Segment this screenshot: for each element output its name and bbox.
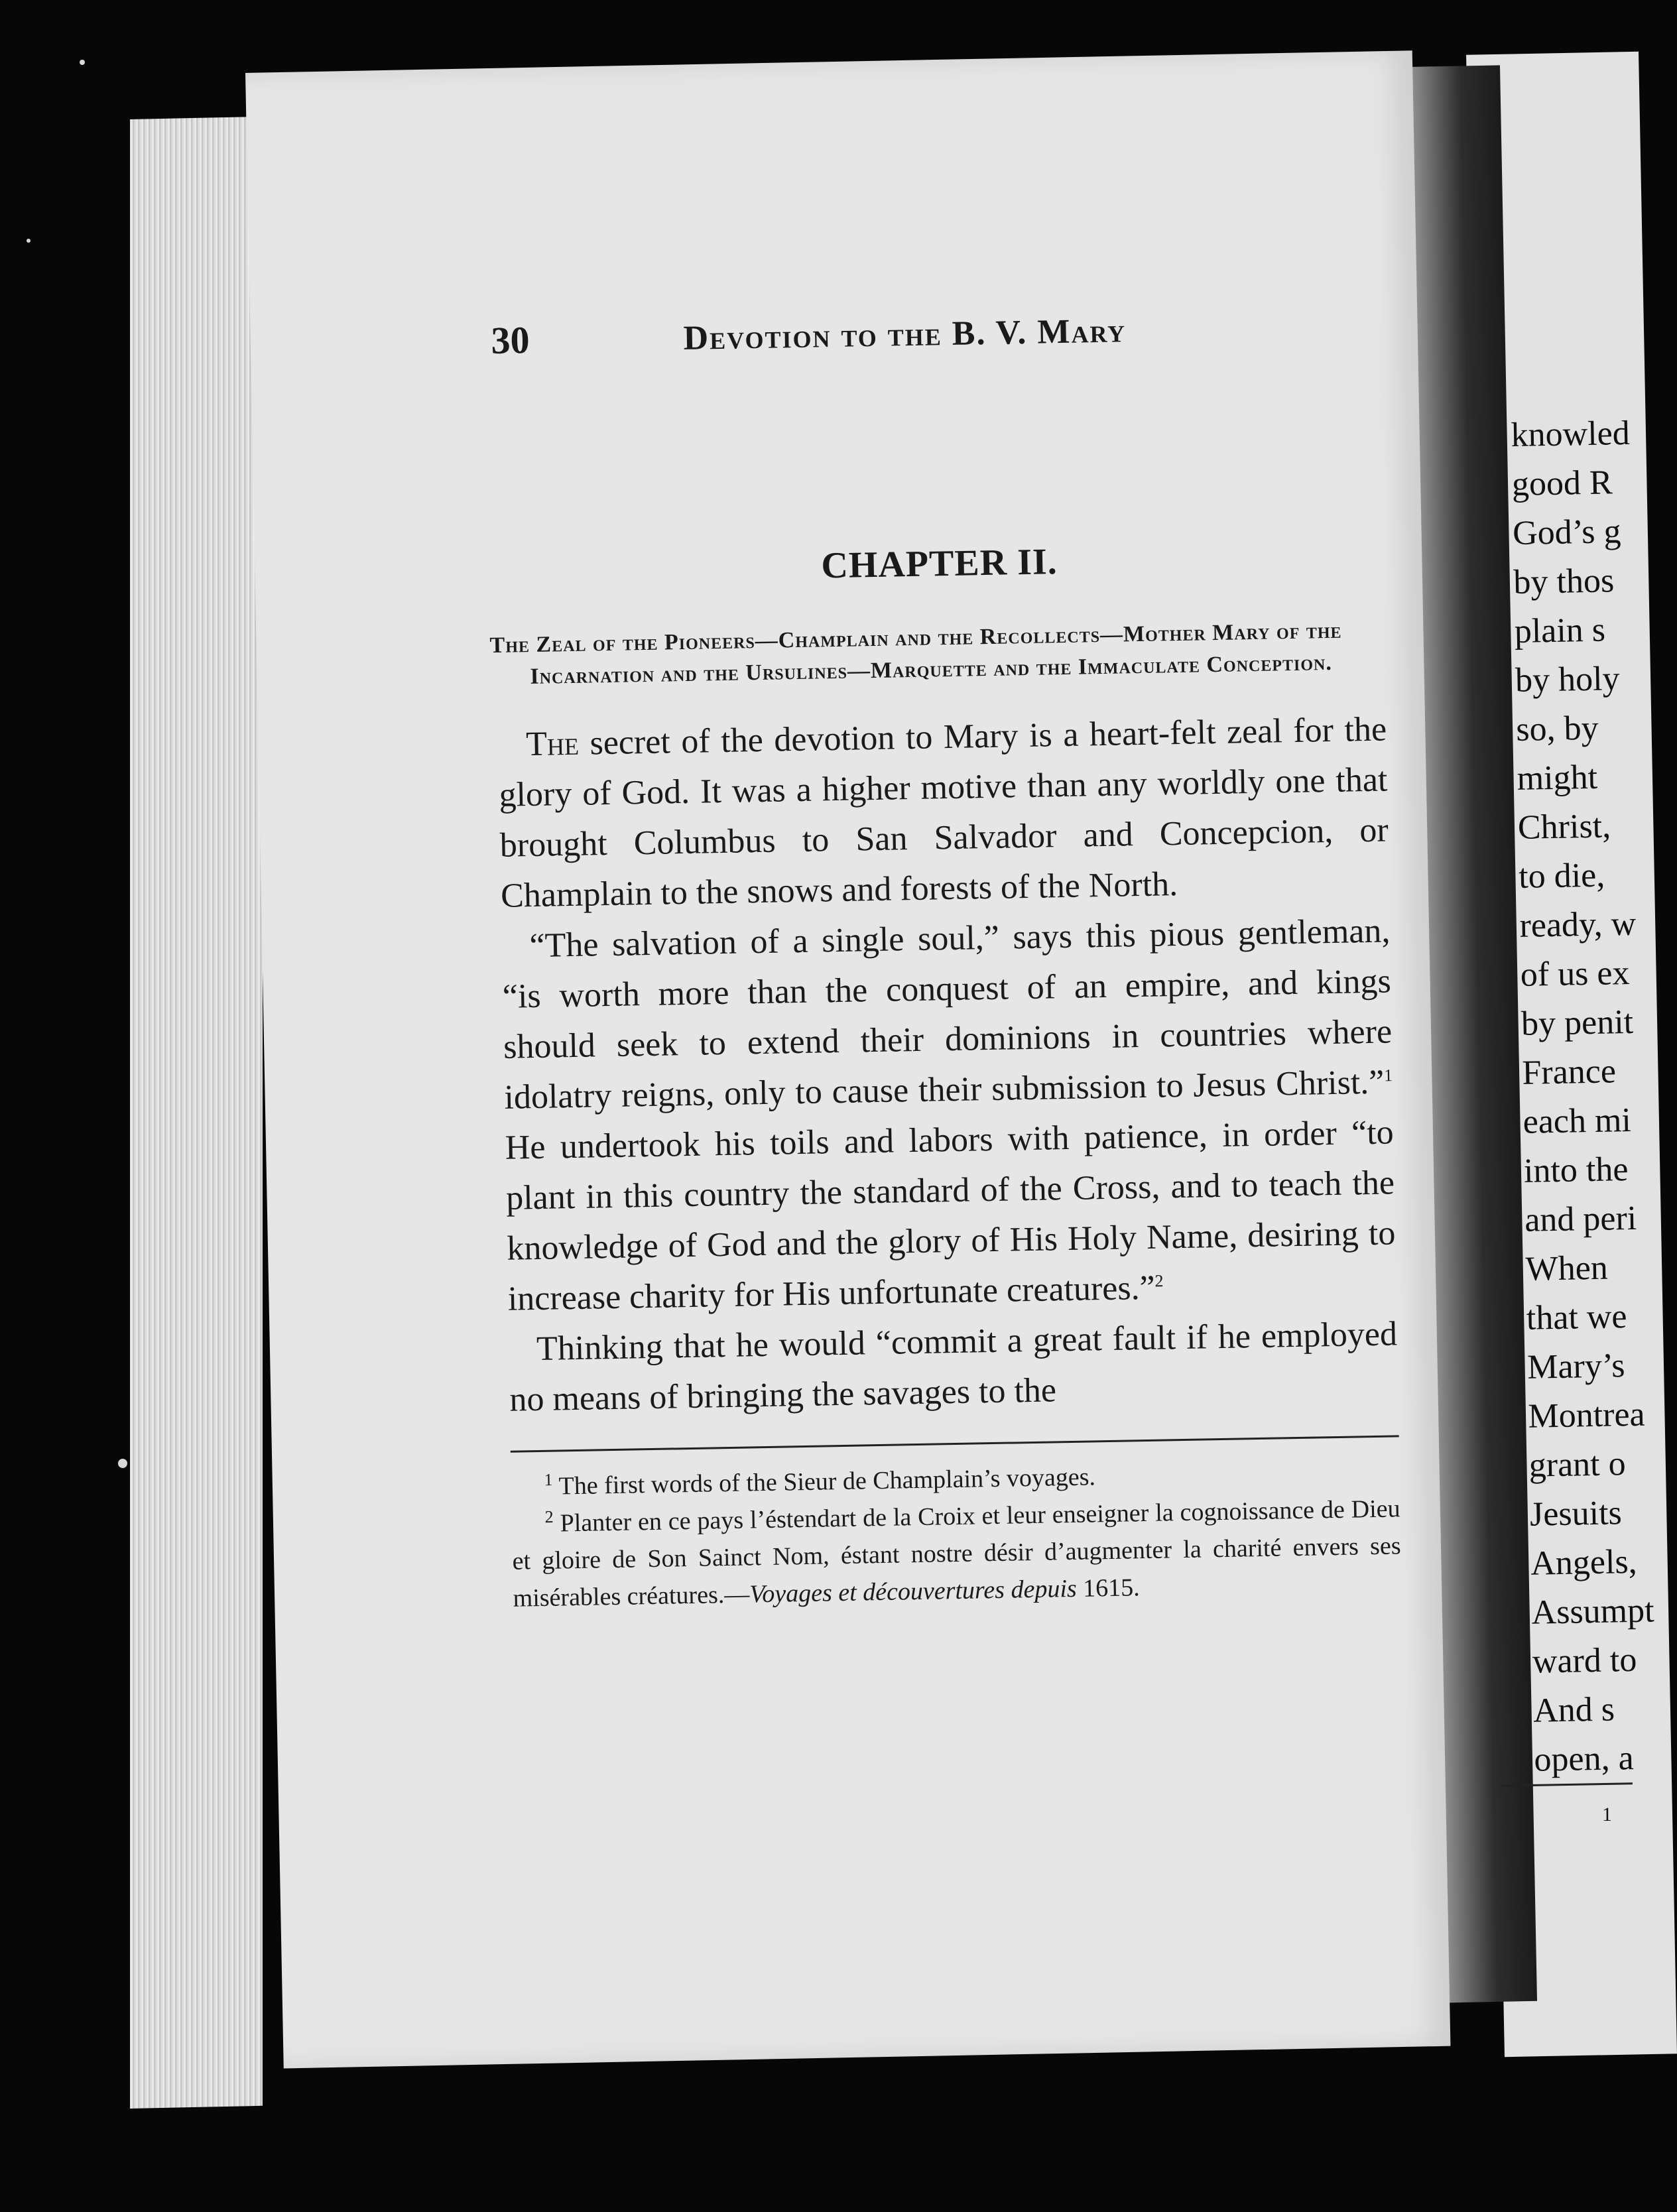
paragraph <box>498 705 1390 922</box>
scan-speck <box>118 1459 127 1468</box>
paragraph-text: He undertook his toils and labors with patience, in order “to plant in this country the standard of the Cross, and to teach the knowledge of God and the glory of His Holy Name, desiring to increase charity for His unfortunate creatures.” <box>505 1113 1396 1318</box>
facing-page-line: by holy <box>1515 660 1621 700</box>
body-text <box>498 705 1398 1426</box>
facing-page-line: God’s g <box>1512 513 1621 552</box>
facing-page-line: Angels, <box>1530 1542 1638 1583</box>
facing-page-line: and peri <box>1524 1199 1637 1239</box>
facing-page-line: And s <box>1532 1690 1615 1730</box>
chapter-synopsis: The Zeal of the Pioneers—Champlain and the Recollects—Mother Mary of the Incarnation and the Ursulines—Marquette and the Immaculate Conception. <box>489 618 1342 690</box>
facing-page-line: open, a <box>1534 1739 1635 1779</box>
paragraph-text: “The salvation of a single soul,” says this pious gentleman, “is worth more than the conquest of an empire, and kings should seek to extend their dominions in countries where idolatry reigns, only to cause their submission to Jesus Christ.” <box>502 912 1393 1117</box>
footnotes <box>511 1453 1402 1617</box>
footnote-text: Planter en ce pays l’éstendart de la Croix et leur enseigner la cognoissance de Dieu et gloire de Son Sainct Nom, éstant nostre désir d’augmenter la charité envers ses misérables créatures.— <box>512 1495 1401 1613</box>
facing-page-line: good R <box>1511 463 1613 503</box>
scan-speck <box>27 239 31 243</box>
facing-page-line: Mary’s <box>1526 1347 1625 1386</box>
facing-page-line: into the <box>1523 1150 1629 1190</box>
facing-page-line: so, by <box>1515 709 1599 749</box>
footnote-reference: 2 <box>1154 1271 1164 1291</box>
facing-page-line: of us ex <box>1520 954 1630 994</box>
facing-page-line: ready, w <box>1519 904 1637 945</box>
page-content <box>491 303 1402 1617</box>
footnote-year: 1615. <box>1076 1573 1141 1603</box>
chapter-title: CHAPTER II. <box>820 541 1058 587</box>
facing-page-line: might <box>1517 758 1598 798</box>
facing-page-footnote-mark: 1 <box>1602 1804 1612 1825</box>
facing-page-line: that we <box>1526 1298 1627 1337</box>
running-head-title: Devotion to the B. V. Mary <box>683 312 1127 357</box>
paragraph-text: secret of the devotion to Mary is a heart-felt zeal for the glory of God. It was a higher motive than any worldly one that brought Columbus to San Salvador and Concepcion, or Champlain to the snows and forests of the North. <box>499 710 1389 915</box>
facing-page-line: France <box>1521 1052 1617 1092</box>
facing-page-line: by thos <box>1513 562 1615 601</box>
facing-page-line: Montrea <box>1527 1395 1646 1436</box>
footnote-mark: 2 <box>544 1506 554 1527</box>
footnote-mark: 1 <box>544 1469 553 1490</box>
facing-page-line: plain s <box>1514 611 1606 650</box>
footnote-reference: 1 <box>1383 1066 1393 1085</box>
page-number: 30 <box>491 318 530 362</box>
facing-page-line: to die, <box>1518 856 1605 896</box>
facing-page-line: knowled <box>1511 414 1631 454</box>
footnote-rule <box>511 1435 1399 1452</box>
facing-page-line: Assumpt <box>1531 1591 1655 1632</box>
footnote <box>511 1490 1402 1617</box>
facing-page-line: When <box>1525 1249 1609 1288</box>
footnote-source: Voyages et découvertures depuis <box>749 1574 1078 1609</box>
facing-page-line: each mi <box>1522 1101 1632 1141</box>
paragraph <box>508 1309 1398 1425</box>
facing-page-line: by penit <box>1521 1003 1634 1043</box>
footnote-text: The first words of the Sieur de Champlain’s voyages. <box>552 1463 1096 1501</box>
facing-page-line: Christ, <box>1517 807 1611 847</box>
facing-page-line: ward to <box>1532 1640 1637 1681</box>
facing-page-line: grant o <box>1528 1445 1627 1485</box>
book-page-edges <box>130 117 263 2109</box>
facing-page-line: Jesuits <box>1529 1494 1623 1534</box>
scan-speck <box>80 60 85 65</box>
facing-page-text <box>1511 409 1667 1785</box>
paragraph <box>501 906 1397 1324</box>
paragraph-lead-word: The <box>525 724 580 764</box>
paragraph-text: Thinking that he would “commit a great fault if he employed no means of bringing the savages to the <box>509 1315 1398 1419</box>
